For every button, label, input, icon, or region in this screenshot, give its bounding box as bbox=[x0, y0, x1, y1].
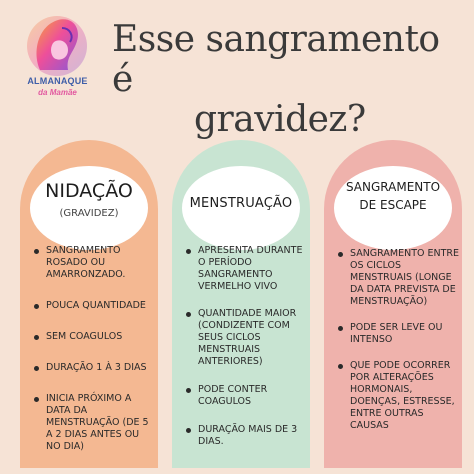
heading-nidacao: NIDAÇÃO bbox=[45, 180, 133, 202]
list-item: DURAÇÃO MAIS DE 3 DIAS. bbox=[184, 424, 308, 448]
heading-sangramento-escape bbox=[330, 178, 456, 214]
list-item: SANGRAMENTO ROSADO OU AMARRONZADO. bbox=[32, 245, 156, 281]
list-item: PODE SER LEVE OU INTENSO bbox=[336, 322, 460, 346]
list-item: QUANTIDADE MAIOR (CONDIZENTE COM SEUS CICLOS MENSTRUAIS ANTERIORES) bbox=[184, 308, 308, 368]
list-item: SEM COAGULOS bbox=[32, 331, 156, 343]
list-sangramento-escape bbox=[336, 248, 460, 432]
list-item: PODE CONTER COAGULOS bbox=[184, 384, 308, 408]
logo-text-main: ALMANAQUE bbox=[27, 76, 88, 86]
heading-escape-line-2: DE ESCAPE bbox=[359, 198, 427, 212]
brand-logo bbox=[10, 8, 105, 103]
logo-text-sub: da Mamãe bbox=[38, 88, 77, 97]
list-item: INICIA PRÓXIMO A DATA DA MENSTRUAÇÃO (DE 5 A 2 DIAS ANTES OU NO DIA) bbox=[32, 393, 156, 453]
heading-escape-line-1: SANGRAMENTO bbox=[345, 180, 441, 194]
list-nidacao bbox=[32, 245, 156, 453]
list-item: QUE PODE OCORRER POR ALTERAÇÕES HORMONAIS, DOENÇAS, ESTRESSE, ENTRE OUTRAS CAUSAS bbox=[336, 360, 460, 432]
list-item: POUCA QUANTIDADE bbox=[32, 300, 156, 312]
list-item: APRESENTA DURANTE O PERÍODO SANGRAMENTO VERMELHO VIVO bbox=[184, 245, 308, 293]
heading-menstruacao: MENSTRUAÇÃO bbox=[189, 196, 293, 211]
list-item: SANGRAMENTO ENTRE OS CICLOS MENSTRUAIS (LONGE DA DATA PREVISTA DE MENSTRUAÇÃO) bbox=[336, 248, 460, 308]
title-line-2: gravidez? bbox=[194, 99, 366, 140]
list-item: DURAÇÃO 1 À 3 DIAS bbox=[32, 362, 156, 374]
page-title bbox=[110, 20, 450, 140]
title-line-1: Esse sangramento é bbox=[112, 19, 440, 100]
subheading-gravidez: (GRAVIDEZ) bbox=[59, 208, 119, 219]
list-menstruacao bbox=[184, 245, 308, 448]
